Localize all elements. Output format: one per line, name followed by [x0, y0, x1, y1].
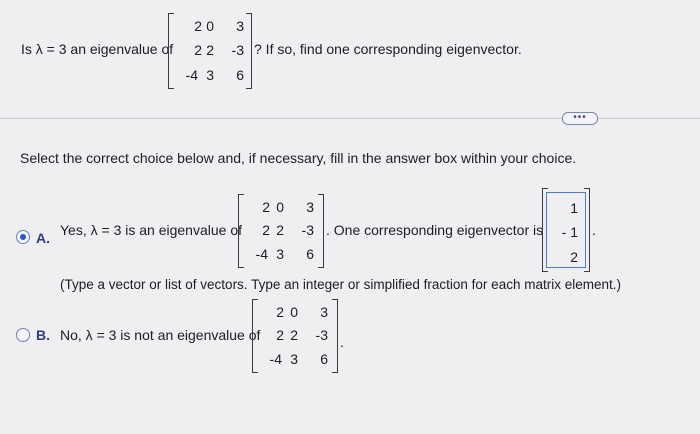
choice-b-radio[interactable] — [16, 328, 30, 342]
matrix-cell: -4 — [269, 351, 282, 367]
matrix-cell: 6 — [306, 246, 314, 262]
matrix-cell: 3 — [306, 199, 314, 215]
more-button[interactable]: ••• — [562, 112, 598, 125]
choice-a-hint: (Type a vector or list of vectors. Type an integer or simplified fraction for each matrix element.) — [60, 277, 621, 292]
choice-a-letter: A. — [36, 230, 50, 246]
matrix-cell: 3 — [290, 351, 298, 367]
matrix-right-bracket — [332, 299, 338, 373]
matrix-right-bracket — [246, 13, 252, 89]
vector-entry: - 1 — [561, 224, 578, 240]
matrix-cell: 2 — [276, 222, 284, 238]
choice-b-letter: B. — [36, 327, 50, 343]
matrix-cell: 2 — [206, 42, 214, 58]
choice-a-matrix — [238, 194, 324, 268]
matrix-cell: 3 — [206, 67, 214, 83]
question-prefix: Is λ = 3 an eigenvalue of — [21, 41, 174, 57]
choice-b-text: No, λ = 3 is not an eigenvalue of — [60, 327, 261, 343]
matrix-cell: -3 — [231, 42, 244, 58]
matrix-cell: 2 — [262, 222, 270, 238]
matrix-cell: 2 — [276, 304, 284, 320]
vector-entry: 2 — [570, 249, 578, 265]
eigenvector-answer — [542, 188, 590, 272]
question-suffix: ? If so, find one corresponding eigenvector. — [254, 41, 522, 57]
matrix-cell: 0 — [206, 18, 214, 34]
matrix-cell: -4 — [255, 246, 268, 262]
choice-a-text-middle: . One corresponding eigenvector is — [326, 222, 544, 238]
matrix-cell: 2 — [194, 18, 202, 34]
matrix-cell: 2 — [194, 42, 202, 58]
matrix-cell: 3 — [276, 246, 284, 262]
choice-b-matrix — [252, 299, 338, 373]
vector-suffix: . — [592, 222, 596, 238]
matrix-right-bracket — [318, 194, 324, 268]
matrix-cell: 6 — [236, 67, 244, 83]
matrix-cell: -3 — [315, 327, 328, 343]
matrix-cell: 0 — [276, 199, 284, 215]
instruction-text: Select the correct choice below and, if necessary, fill in the answer box within your choice. — [20, 150, 577, 166]
question-matrix — [168, 13, 252, 89]
matrix-cell: -4 — [185, 67, 198, 83]
matrix-cell: 3 — [320, 304, 328, 320]
matrix-cell: 3 — [236, 18, 244, 34]
matrix-cell: 2 — [262, 199, 270, 215]
choice-b-suffix: . — [340, 334, 344, 350]
matrix-cell: 2 — [290, 327, 298, 343]
vector-entry: 1 — [570, 200, 578, 216]
matrix-cell: 0 — [290, 304, 298, 320]
choice-a-radio[interactable] — [16, 230, 30, 244]
matrix-cell: -3 — [301, 222, 314, 238]
matrix-cell: 2 — [276, 327, 284, 343]
choice-a-text: Yes, λ = 3 is an eigenvalue of — [60, 222, 242, 238]
matrix-cell: 6 — [320, 351, 328, 367]
